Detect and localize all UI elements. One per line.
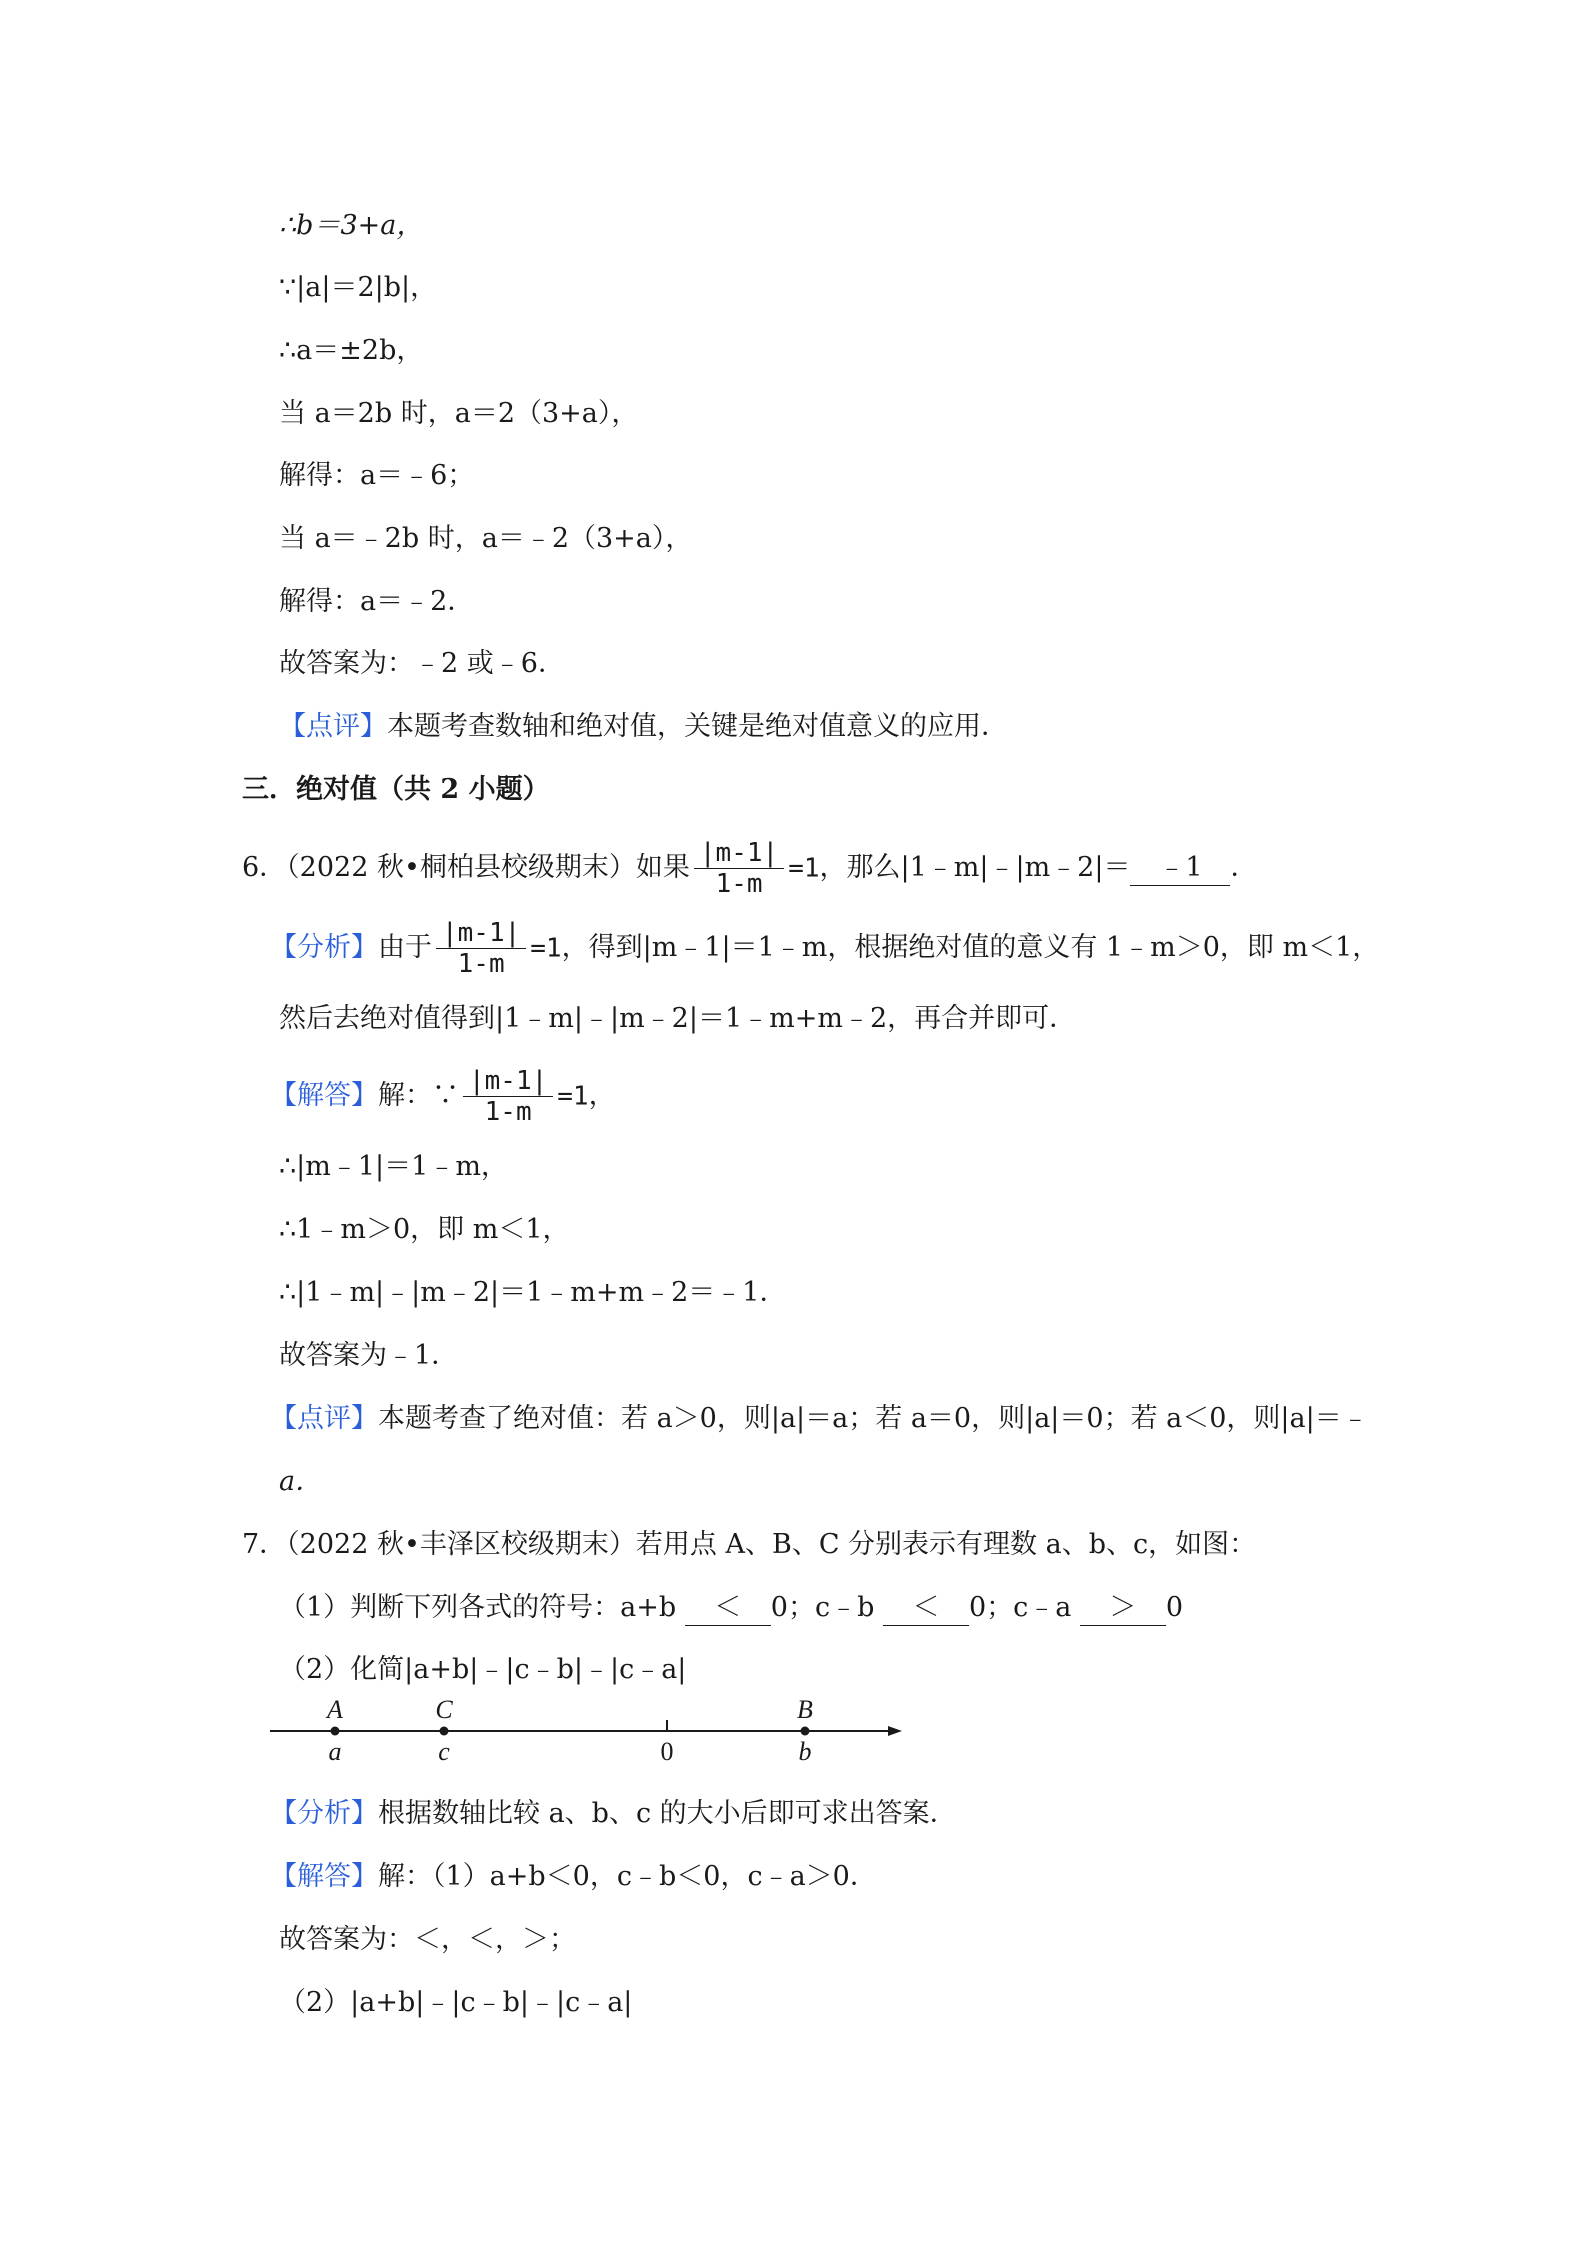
q7-part-1	[279, 1588, 1183, 1628]
q6-analysis-pre: 由于	[378, 932, 432, 963]
prev-line-5: 解得：a＝﹣6；	[279, 460, 475, 491]
comment-tag: 【点评】	[279, 711, 387, 742]
prev-line-3: ∴a＝±2b，	[279, 335, 424, 366]
q7-part-2: （2）化简|a+b|﹣|c﹣b|﹣|c﹣a|	[279, 1654, 687, 1685]
q6-step-3: ∴|1﹣m|﹣|m﹣2|＝1﹣m+m﹣2＝﹣1．	[279, 1277, 787, 1308]
prev-line-8: 故答案为：﹣2 或﹣6．	[279, 648, 565, 679]
q6-middle: ，那么|1﹣m|﹣|m﹣2|＝	[819, 852, 1131, 883]
value-label-b: b	[798, 1737, 812, 1766]
value-label-zero: 0	[660, 1737, 674, 1766]
q7-stem: 7．（2022 秋•丰泽区校级期末）若用点 A、B、C 分别表示有理数 a、b、c，如图：	[242, 1529, 1257, 1560]
fraction-numerator: |m-1|	[436, 918, 526, 949]
prev-line-6: 当 a＝﹣2b 时，a＝﹣2（3+a），	[279, 523, 693, 554]
q6-solution-end: ，	[588, 1080, 616, 1111]
prev-line-7: 解得：a＝﹣2．	[279, 586, 475, 617]
q6-solution-fraction	[463, 1066, 553, 1127]
q7-answer-3: ＞	[1080, 1591, 1166, 1626]
q6-comment-text: 本题考查了绝对值：若 a＞0，则|a|＝a；若 a＝0，则|a|＝0；若 a＜0，则|a|＝﹣	[378, 1403, 1369, 1434]
fraction-equals: =1	[788, 853, 820, 884]
q6-solution-pre: 解：∵	[378, 1080, 459, 1111]
q6-step-1: ∴|m﹣1|＝1﹣m，	[279, 1151, 508, 1182]
value-label-c: c	[438, 1737, 450, 1766]
q7-analysis	[270, 1794, 957, 1834]
point-label-C: C	[435, 1695, 453, 1724]
q7-part1-mid2: 0；c﹣a	[968, 1592, 1080, 1623]
prev-line-4: 当 a＝2b 时，a＝2（3+a），	[279, 398, 639, 429]
prev-line-2: ∵|a|＝2|b|，	[279, 272, 438, 303]
q7-part1-end: 0	[1165, 1592, 1184, 1623]
point-c-dot	[440, 1727, 449, 1736]
solution-tag: 【解答】	[270, 1861, 378, 1892]
q6-analysis-line-2: 然后去绝对值得到|1﹣m|﹣|m﹣2|＝1﹣m+m﹣2，再合并即可．	[279, 1003, 1077, 1034]
value-label-a: a	[328, 1737, 342, 1766]
q7-answer-1: ＜	[685, 1591, 771, 1626]
point-b-dot	[801, 1727, 810, 1736]
q6-end: ．	[1230, 852, 1258, 883]
q6-analysis-rest: ，得到|m﹣1|＝1﹣m，根据绝对值的意义有 1﹣m＞0，即 m＜1，	[561, 932, 1380, 963]
q6-comment	[270, 1399, 1369, 1439]
q6-comment-line-2: a．	[279, 1466, 323, 1497]
q6-answer-blank: ﹣1	[1130, 851, 1230, 886]
q6-fraction	[694, 838, 784, 899]
q6-stem	[242, 838, 1257, 899]
fraction-equals: =1	[530, 933, 562, 964]
fraction-denominator: 1-m	[457, 949, 505, 979]
q6-step-4: 故答案为﹣1．	[279, 1340, 459, 1371]
prev-line-1: ∴b＝3+a，	[279, 210, 424, 241]
point-label-A: A	[327, 1695, 343, 1724]
q7-part1-mid1: 0；c﹣b	[770, 1592, 883, 1623]
fraction-numerator: |m-1|	[463, 1066, 553, 1097]
fraction-equals: =1	[557, 1081, 589, 1112]
prev-comment-text: 本题考查数轴和绝对值，关键是绝对值意义的应用．	[387, 711, 1008, 742]
comment-tag: 【点评】	[270, 1403, 378, 1434]
q6-step-2: ∴1﹣m＞0，即 m＜1，	[279, 1214, 570, 1245]
q7-solution	[270, 1857, 877, 1897]
point-label-B: B	[797, 1695, 813, 1724]
prev-comment	[279, 707, 1008, 747]
fraction-denominator: 1-m	[484, 1097, 532, 1127]
q7-answer-2: ＜	[883, 1591, 969, 1626]
q6-analysis	[270, 918, 1379, 979]
q7-step-3: （2）|a+b|﹣|c﹣b|﹣|c﹣a|	[279, 1987, 633, 2018]
number-line	[270, 1692, 910, 1772]
q7-step-2: 故答案为：＜，＜，＞；	[279, 1924, 576, 1955]
section-title: 三．绝对值（共 2 小题）	[242, 774, 550, 805]
number-line-arrow	[888, 1726, 902, 1736]
q6-analysis-fraction	[436, 918, 526, 979]
fraction-numerator: |m-1|	[694, 838, 784, 869]
analysis-tag: 【分析】	[270, 1798, 378, 1829]
q6-solution	[270, 1066, 616, 1127]
q7-part1-pre: （1）判断下列各式的符号：a+b	[279, 1592, 685, 1623]
point-a-dot	[331, 1727, 340, 1736]
analysis-tag: 【分析】	[270, 932, 378, 963]
q6-prefix: 6．（2022 秋•桐柏县校级期末）如果	[242, 852, 690, 883]
fraction-denominator: 1-m	[715, 869, 763, 899]
solution-tag: 【解答】	[270, 1080, 378, 1111]
q7-analysis-text: 根据数轴比较 a、b、c 的大小后即可求出答案．	[378, 1798, 957, 1829]
q7-solution-text: 解：（1）a+b＜0，c﹣b＜0，c﹣a＞0．	[378, 1861, 877, 1892]
